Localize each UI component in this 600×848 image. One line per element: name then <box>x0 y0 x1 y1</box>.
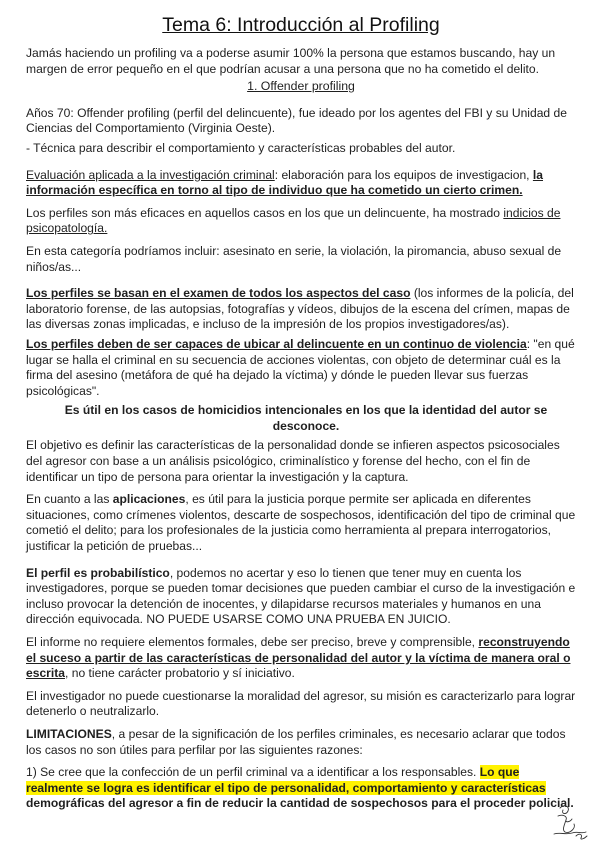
paragraph-based <box>26 286 576 333</box>
apps-text-a: En cuanto a las <box>26 492 113 507</box>
paragraph-objective: El objetivo es definir las características de la personalidad donde se infieren aspectos psicosociales del agresor con base a un análisis psicológico, criminalístico y forense del hecho, con el fin de identificar un tipo de persona para orientar la investigación y la captura. <box>26 438 560 484</box>
limitations-term: LIMITACIONES <box>26 726 112 741</box>
paragraph-efficacy <box>26 206 576 237</box>
evaluation-term: Evaluación aplicada a la investigación criminal <box>26 167 275 182</box>
report-text-a: El informe no requiere elementos formales, debe ser preciso, breve y comprensible, <box>26 635 479 649</box>
section-heading-offender-profiling: 1. Offender profiling <box>247 79 355 94</box>
based-text: (los informes de la policía, del laboratorio forense, de las autopsias, fotografías y vídeos, dibujos de la escena del crímen, mapas de las diversas zonas implicadas, e incluso de la impresión de los propios investigadores/as). <box>26 286 574 332</box>
prob-emphasis: El perfil es probabilístico <box>26 565 170 580</box>
paragraph-technique: - Técnica para describir el comportamiento y características probables del autor. <box>26 140 456 155</box>
efficacy-emphasis: indicios de psicopatología. <box>26 205 561 236</box>
locate-text: : "en qué lugar se halla el criminal en su secuencia de acciones violentas, con objeto de determinar cuál es la firma del asesino (metáfora de qué ha dejado la víctima) y dónde le pueden llevar sus fuerzas psicológicas". <box>26 336 575 398</box>
report-emphasis: reconstruyendo el suceso a partir de las características de personalidad del autor y la víctima de manera oral o escrita <box>26 635 571 681</box>
document-page <box>26 14 576 812</box>
report-text-c: , no tiene carácter probatorio y sí iniciativo. <box>65 666 295 681</box>
item1-text-c: demográficas del agresor a fin de reducir la cantidad de sospechosos para el proceder policial. <box>26 796 574 811</box>
apps-text-c: , es útil para la justicia porque permite ser aplicada en diferentes situaciones, como crímenes violentos, descarte de sospechosos, identificación del tipo de criminal que cometió el delito; para los profesionales de la justicia como herramienta al prepara interrogatorios, justificar la petición de pruebas... <box>26 492 576 554</box>
paragraph-limitations <box>26 727 576 758</box>
paragraph-evaluation <box>26 168 576 199</box>
evaluation-emphasis: la información específica en torno al tipo de individuo que ha cometido un cierto crimen. <box>26 167 543 198</box>
paragraph-years: Años 70: Offender profiling (perfil del delincuente), fue ideado por los agentes del FBI y su Unidad de Ciencias del Comportamiento (Virginia Oeste). <box>26 105 567 136</box>
page-title: Tema 6: Introducción al Profiling <box>162 14 440 36</box>
paragraph-locate <box>26 337 576 399</box>
locate-emphasis: Los perfiles deben de ser capaces de ubicar al delincuente en un continuo de violencia <box>26 336 527 351</box>
item1-highlight: Lo que realmente se logra es identificar el tipo de personalidad, comportamiento y características <box>26 765 546 795</box>
signature-icon <box>546 802 592 842</box>
paragraph-useful: Es útil en los casos de homicidios intencionales en los que la identidad del autor se desconoce. <box>64 403 548 433</box>
prob-text: , podemos no acertar y eso lo tienen que tener muy en cuenta los investigadores, porque se pueden tomar decisiones que pueden cambiar el curso de la investigación e incluso provocar la detención de inocentes, y dilapidarse recursos materiales y humanos en una dirección equivocada. NO PUEDE USARSE COMO UNA PRUEBA EN JUICIO. <box>26 565 576 627</box>
apps-emphasis: aplicaciones <box>112 492 186 507</box>
evaluation-text: : elaboración para los equipos de investigacion, <box>274 167 533 182</box>
limitations-text: , a pesar de la significación de los perfiles criminales, es necesario aclarar que todos los casos no son útiles para perfilar por las siguientes razones: <box>26 726 566 757</box>
efficacy-text: Los perfiles son más eficaces en aquellos casos en los que un delincuente, ha mostrado <box>26 205 504 220</box>
paragraph-probabilistic <box>26 566 576 628</box>
item1-text-a: 1) Se cree que la confección de un perfil criminal va a identificar a los responsables. <box>26 765 480 780</box>
paragraph-report <box>26 635 576 682</box>
paragraph-item-1 <box>26 765 576 812</box>
intro-paragraph: Jamás haciendo un profiling va a poderse asumir 100% la persona que estamos buscando, hay un margen de error pequeño en el que podrían acusar a una persona que no ha cometido el delito. <box>26 46 556 76</box>
based-emphasis: Los perfiles se basan en el examen de todos los aspectos del caso <box>26 286 411 301</box>
paragraph-applications <box>26 492 576 554</box>
paragraph-investigator: El investigador no puede cuestionarse la moralidad del agresor, su misión es caracterizarlo para lograr detenerlo o neutralizarlo. <box>26 688 576 719</box>
paragraph-category: En esta categoría podríamos incluir: asesinato en serie, la violación, la piromancia, abuso sexual de niños/as... <box>26 243 562 274</box>
